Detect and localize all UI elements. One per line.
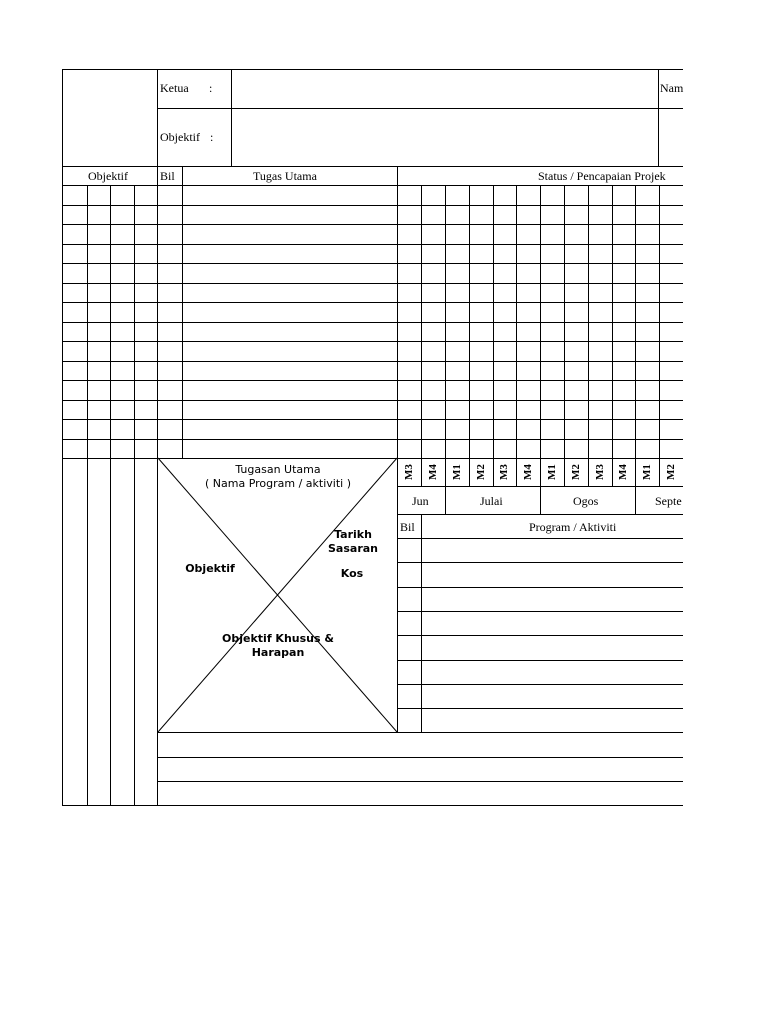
week-label: M2 xyxy=(475,464,487,480)
week-label: M1 xyxy=(451,464,463,480)
month-julai: Julai xyxy=(480,494,503,508)
legend-kos: Kos xyxy=(340,567,364,580)
program-title: Program / Aktiviti xyxy=(529,520,617,534)
ketua-colon: : xyxy=(209,81,213,95)
legend-objektif: Objektif xyxy=(185,562,235,575)
week-label: M4 xyxy=(522,464,534,480)
week-label: M3 xyxy=(403,464,415,480)
program-bil: Bil xyxy=(400,520,415,534)
week-label: M4 xyxy=(617,464,629,480)
month-jun: Jun xyxy=(412,494,429,508)
objektif-input-cell[interactable] xyxy=(232,109,657,165)
col-tugas-utama: Tugas Utama xyxy=(253,169,317,183)
ketua-label: Ketua xyxy=(160,81,189,95)
legend-tugasan-utama: Tugasan Utama xyxy=(235,463,321,476)
week-label: M3 xyxy=(594,464,606,480)
ketua-input-cell[interactable] xyxy=(232,71,657,107)
legend-tarikh: Tarikh xyxy=(334,528,372,541)
nama-label: Nam xyxy=(660,81,684,95)
col-objektif: Objektif xyxy=(88,169,128,183)
legend-harapan: Harapan xyxy=(251,646,305,659)
objektif-header-label: Objektif xyxy=(160,130,200,144)
month-september: Septe xyxy=(655,494,682,508)
col-bil: Bil xyxy=(160,169,175,183)
week-label: M1 xyxy=(546,464,558,480)
legend-sasaran: Sasaran xyxy=(328,542,378,555)
week-label: M1 xyxy=(641,464,653,480)
week-label: M4 xyxy=(427,464,439,480)
legend-objektif-khusus: Objektif Khusus & xyxy=(222,632,334,645)
col-status: Status / Pencapaian Projek xyxy=(538,169,666,183)
week-label: M3 xyxy=(498,464,510,480)
objektif-colon: : xyxy=(210,130,214,144)
week-label: M2 xyxy=(570,464,582,480)
week-label: M2 xyxy=(665,464,677,480)
legend-nama-program: ( Nama Program / aktiviti ) xyxy=(204,477,352,490)
month-ogos: Ogos xyxy=(573,494,599,508)
